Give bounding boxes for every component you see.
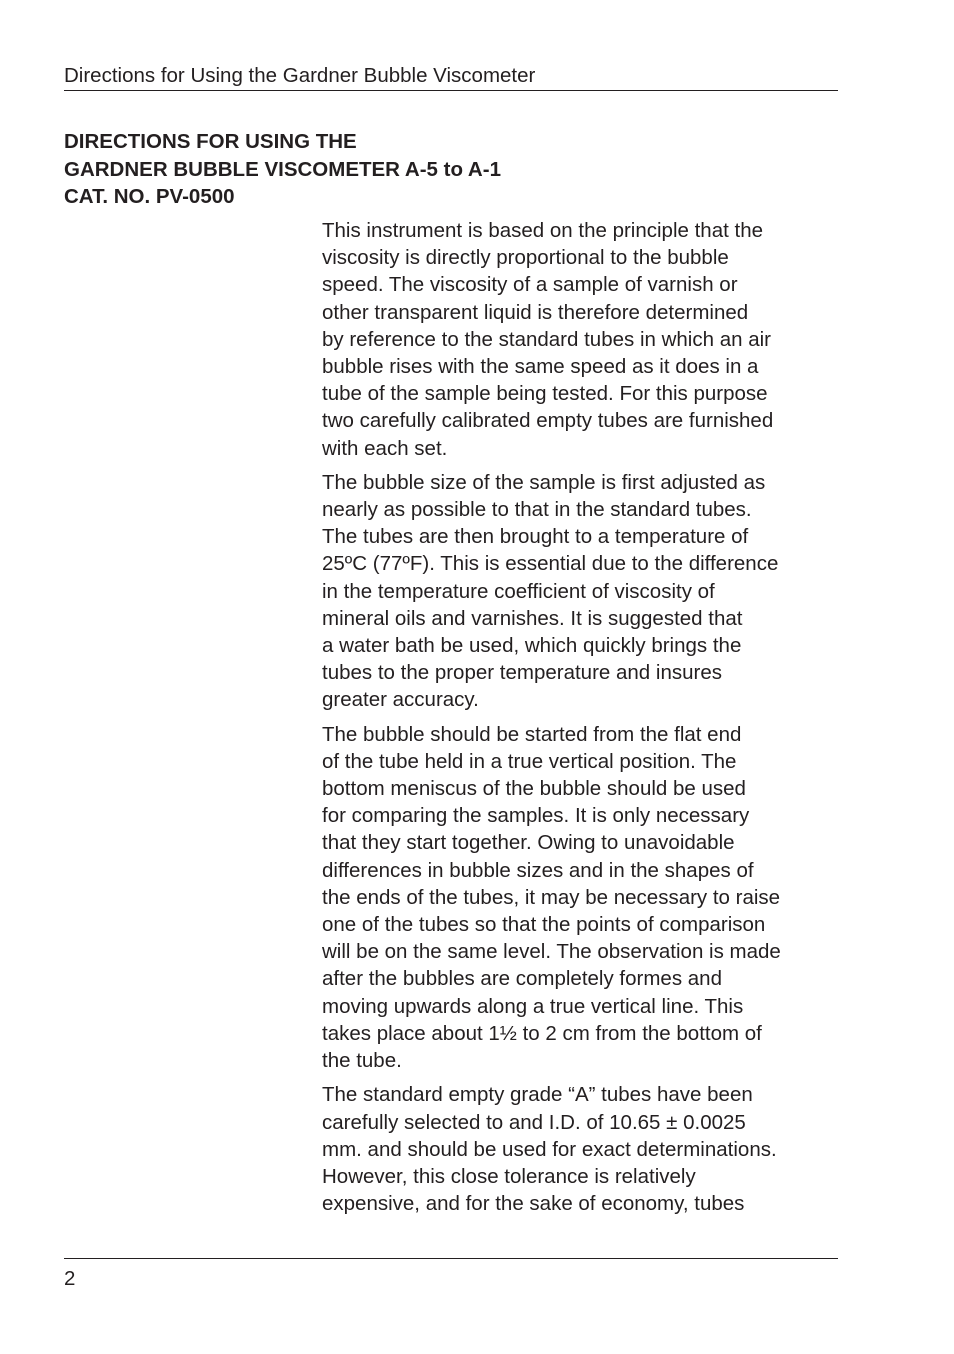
title-line: CAT. NO. PV-0500 [64,185,235,208]
text-line: a water bath be used, which quickly brings the [322,634,742,658]
paragraph-bubble-size [322,469,842,714]
text-line: with each set. [322,436,448,460]
text-line: speed. The viscosity of a sample of varnish or [322,273,738,297]
text-line: The standard empty grade “A” tubes have been [322,1083,753,1107]
text-line: bottom meniscus of the bubble should be used [322,777,746,801]
text-line: differences in bubble sizes and in the shapes of [322,858,754,882]
text-line: nearly as possible to that in the standard tubes. [322,498,752,522]
text-line: moving upwards along a true vertical line. This [322,994,744,1018]
text-line: However, this close tolerance is relatively [322,1164,696,1188]
text-line: expensive, and for the sake of economy, tubes [322,1192,745,1216]
running-header: Directions for Using the Gardner Bubble Viscometer [64,64,536,87]
text-line: carefully selected to and I.D. of 10.65 ± 0.0025 [322,1110,746,1134]
paragraph-standard-tubes [322,1081,842,1217]
text-line: one of the tubes so that the points of comparison [322,913,766,937]
paragraph-bubble-start [322,721,842,1075]
page-number: 2 [64,1267,76,1290]
text-line: for comparing the samples. It is only necessary [322,804,750,828]
text-line: two carefully calibrated empty tubes are furnished [322,409,774,433]
text-line: greater accuracy. [322,688,479,712]
text-line: other transparent liquid is therefore determined [322,300,749,324]
text-line: mineral oils and varnishes. It is suggested that [322,606,743,630]
text-line: bubble rises with the same speed as it does in a [322,355,759,379]
text-line: the tube. [322,1049,402,1073]
header-rule [64,90,838,91]
text-line: viscosity is directly proportional to the bubble [322,246,729,270]
text-line: tubes to the proper temperature and insures [322,661,722,685]
text-line: will be on the same level. The observation is made [322,940,781,964]
text-line: takes place about 1½ to 2 cm from the bottom of [322,1021,762,1045]
text-line: that they start together. Owing to unavoidable [322,831,735,855]
text-line: of the tube held in a true vertical position. The [322,749,737,773]
text-line: The bubble size of the sample is first adjusted as [322,470,766,494]
text-line: The bubble should be started from the flat end [322,722,742,746]
text-line: in the temperature coefficient of viscosity of [322,579,715,603]
title-line: GARDNER BUBBLE VISCOMETER A-5 to A-1 [64,157,501,181]
text-line: The tubes are then brought to a temperature of [322,525,749,549]
document-title [64,128,501,211]
text-line: This instrument is based on the principle that the [322,219,763,242]
text-line: by reference to the standard tubes in which an air [322,327,771,351]
text-line: after the bubbles are completely formes and [322,967,722,991]
text-line: 25ºC (77ºF). This is essential due to the difference [322,552,779,576]
text-line: mm. and should be used for exact determinations. [322,1137,777,1161]
text-line: the ends of the tubes, it may be necessary to raise [322,885,781,909]
body-text-column [322,217,842,1224]
text-line: tube of the sample being tested. For this purpose [322,382,768,406]
footer-rule [64,1258,838,1259]
paragraph-principle [322,217,842,462]
title-line: DIRECTIONS FOR USING THE [64,130,357,153]
